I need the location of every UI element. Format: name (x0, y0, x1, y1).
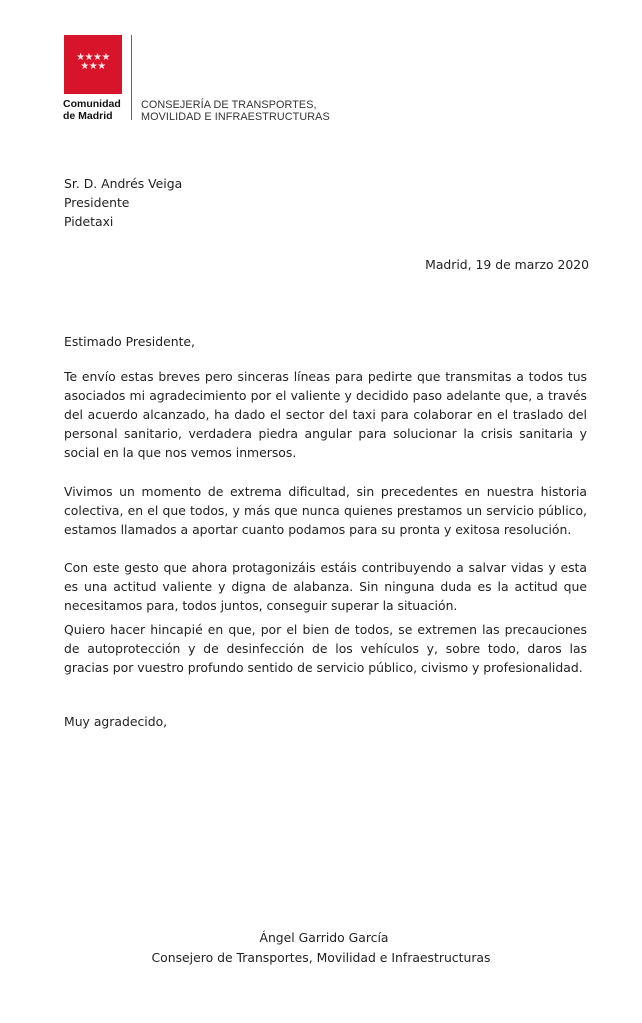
recipient-organization: Pidetaxi (64, 214, 114, 229)
logo-name-line1: Comunidad (63, 98, 121, 110)
signatory-position: Consejero de Transportes, Movilidad e Infraestructuras (151, 950, 491, 965)
signatory-name: Ángel Garrido García (259, 930, 389, 945)
recipient-title: Presidente (64, 195, 130, 210)
comunidad-de-madrid-logo-icon (64, 35, 122, 94)
recipient-name: Sr. D. Andrés Veiga (64, 176, 183, 191)
logo-wordmark (63, 98, 121, 122)
paragraph-2: Vivimos un momento de extrema dificultad, sin precedentes en nuestra historia colectiva, en el que todos, y más que nunca quienes prestamos un servicio público, estamos llamados a aportar cuanto podamos para su pronta y exitosa resolución. (64, 484, 587, 537)
department-name (141, 99, 330, 123)
stars-icon: ★★★★ ★★★ (76, 52, 110, 72)
logo-name-line2: de Madrid (63, 110, 113, 122)
letterhead-divider (131, 35, 132, 120)
paragraph-3: Con este gesto que ahora protagonizáis estáis contribuyendo a salvar vidas y esta es una actitud valiente y digna de alabanza. Sin ninguna duda es la actitud que necesitamos para, todos juntos, conseguir superar la situación. (64, 560, 587, 613)
recipient-block (64, 174, 182, 231)
signature-block (0, 928, 642, 968)
closing: Muy agradecido, (64, 714, 168, 729)
paragraph-4: Quiero hacer hincapié en que, por el bien de todos, se extremen las precauciones de autoprotección y de desinfección de los vehículos y, sobre todo, daros las gracias por vuestro profundo sentido de servicio público, civismo y profesionalidad. (64, 622, 587, 675)
salutation: Estimado Presidente, (64, 334, 195, 349)
department-line2: MOVILIDAD E INFRAESTRUCTURAS (141, 111, 330, 123)
letter-date: Madrid, 19 de marzo 2020 (425, 257, 589, 272)
department-line1: CONSEJERÍA DE TRANSPORTES, (141, 99, 317, 111)
paragraph-1: Te envío estas breves pero sinceras líneas para pedirte que transmitas a todos tus asociados mi agradecimiento por el valiente y decidido paso adelante que, a través del acuerdo alcanzado, ha dado el sector del taxi para colaborar en el traslado del personal sanitario, verdadera piedra angular para solucionar la crisis sanitaria y social en la que nos vemos inmersos. (64, 369, 587, 460)
